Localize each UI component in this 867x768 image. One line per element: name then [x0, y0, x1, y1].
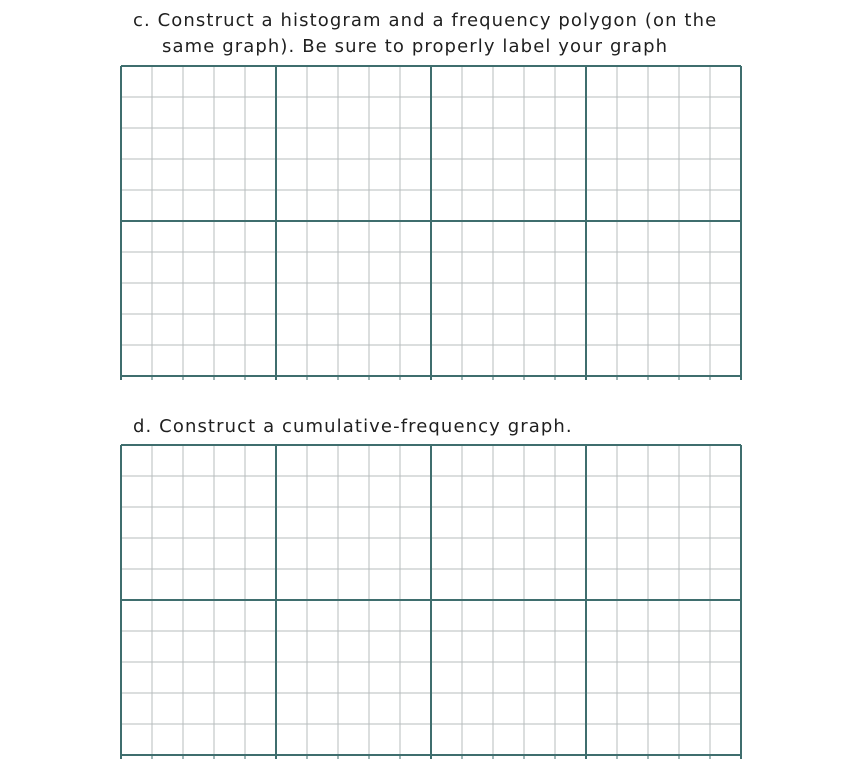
question-c-text-line-1: c. Construct a histogram and a frequency polygon (on the	[133, 10, 718, 31]
histogram-graph-grid[interactable]	[119, 64, 743, 380]
question-d-text: d. Construct a cumulative-frequency graph.	[133, 416, 573, 437]
cumulative-frequency-graph-grid[interactable]	[119, 443, 743, 759]
question-c-text-line-2: same graph). Be sure to properly label your graph	[162, 36, 669, 57]
